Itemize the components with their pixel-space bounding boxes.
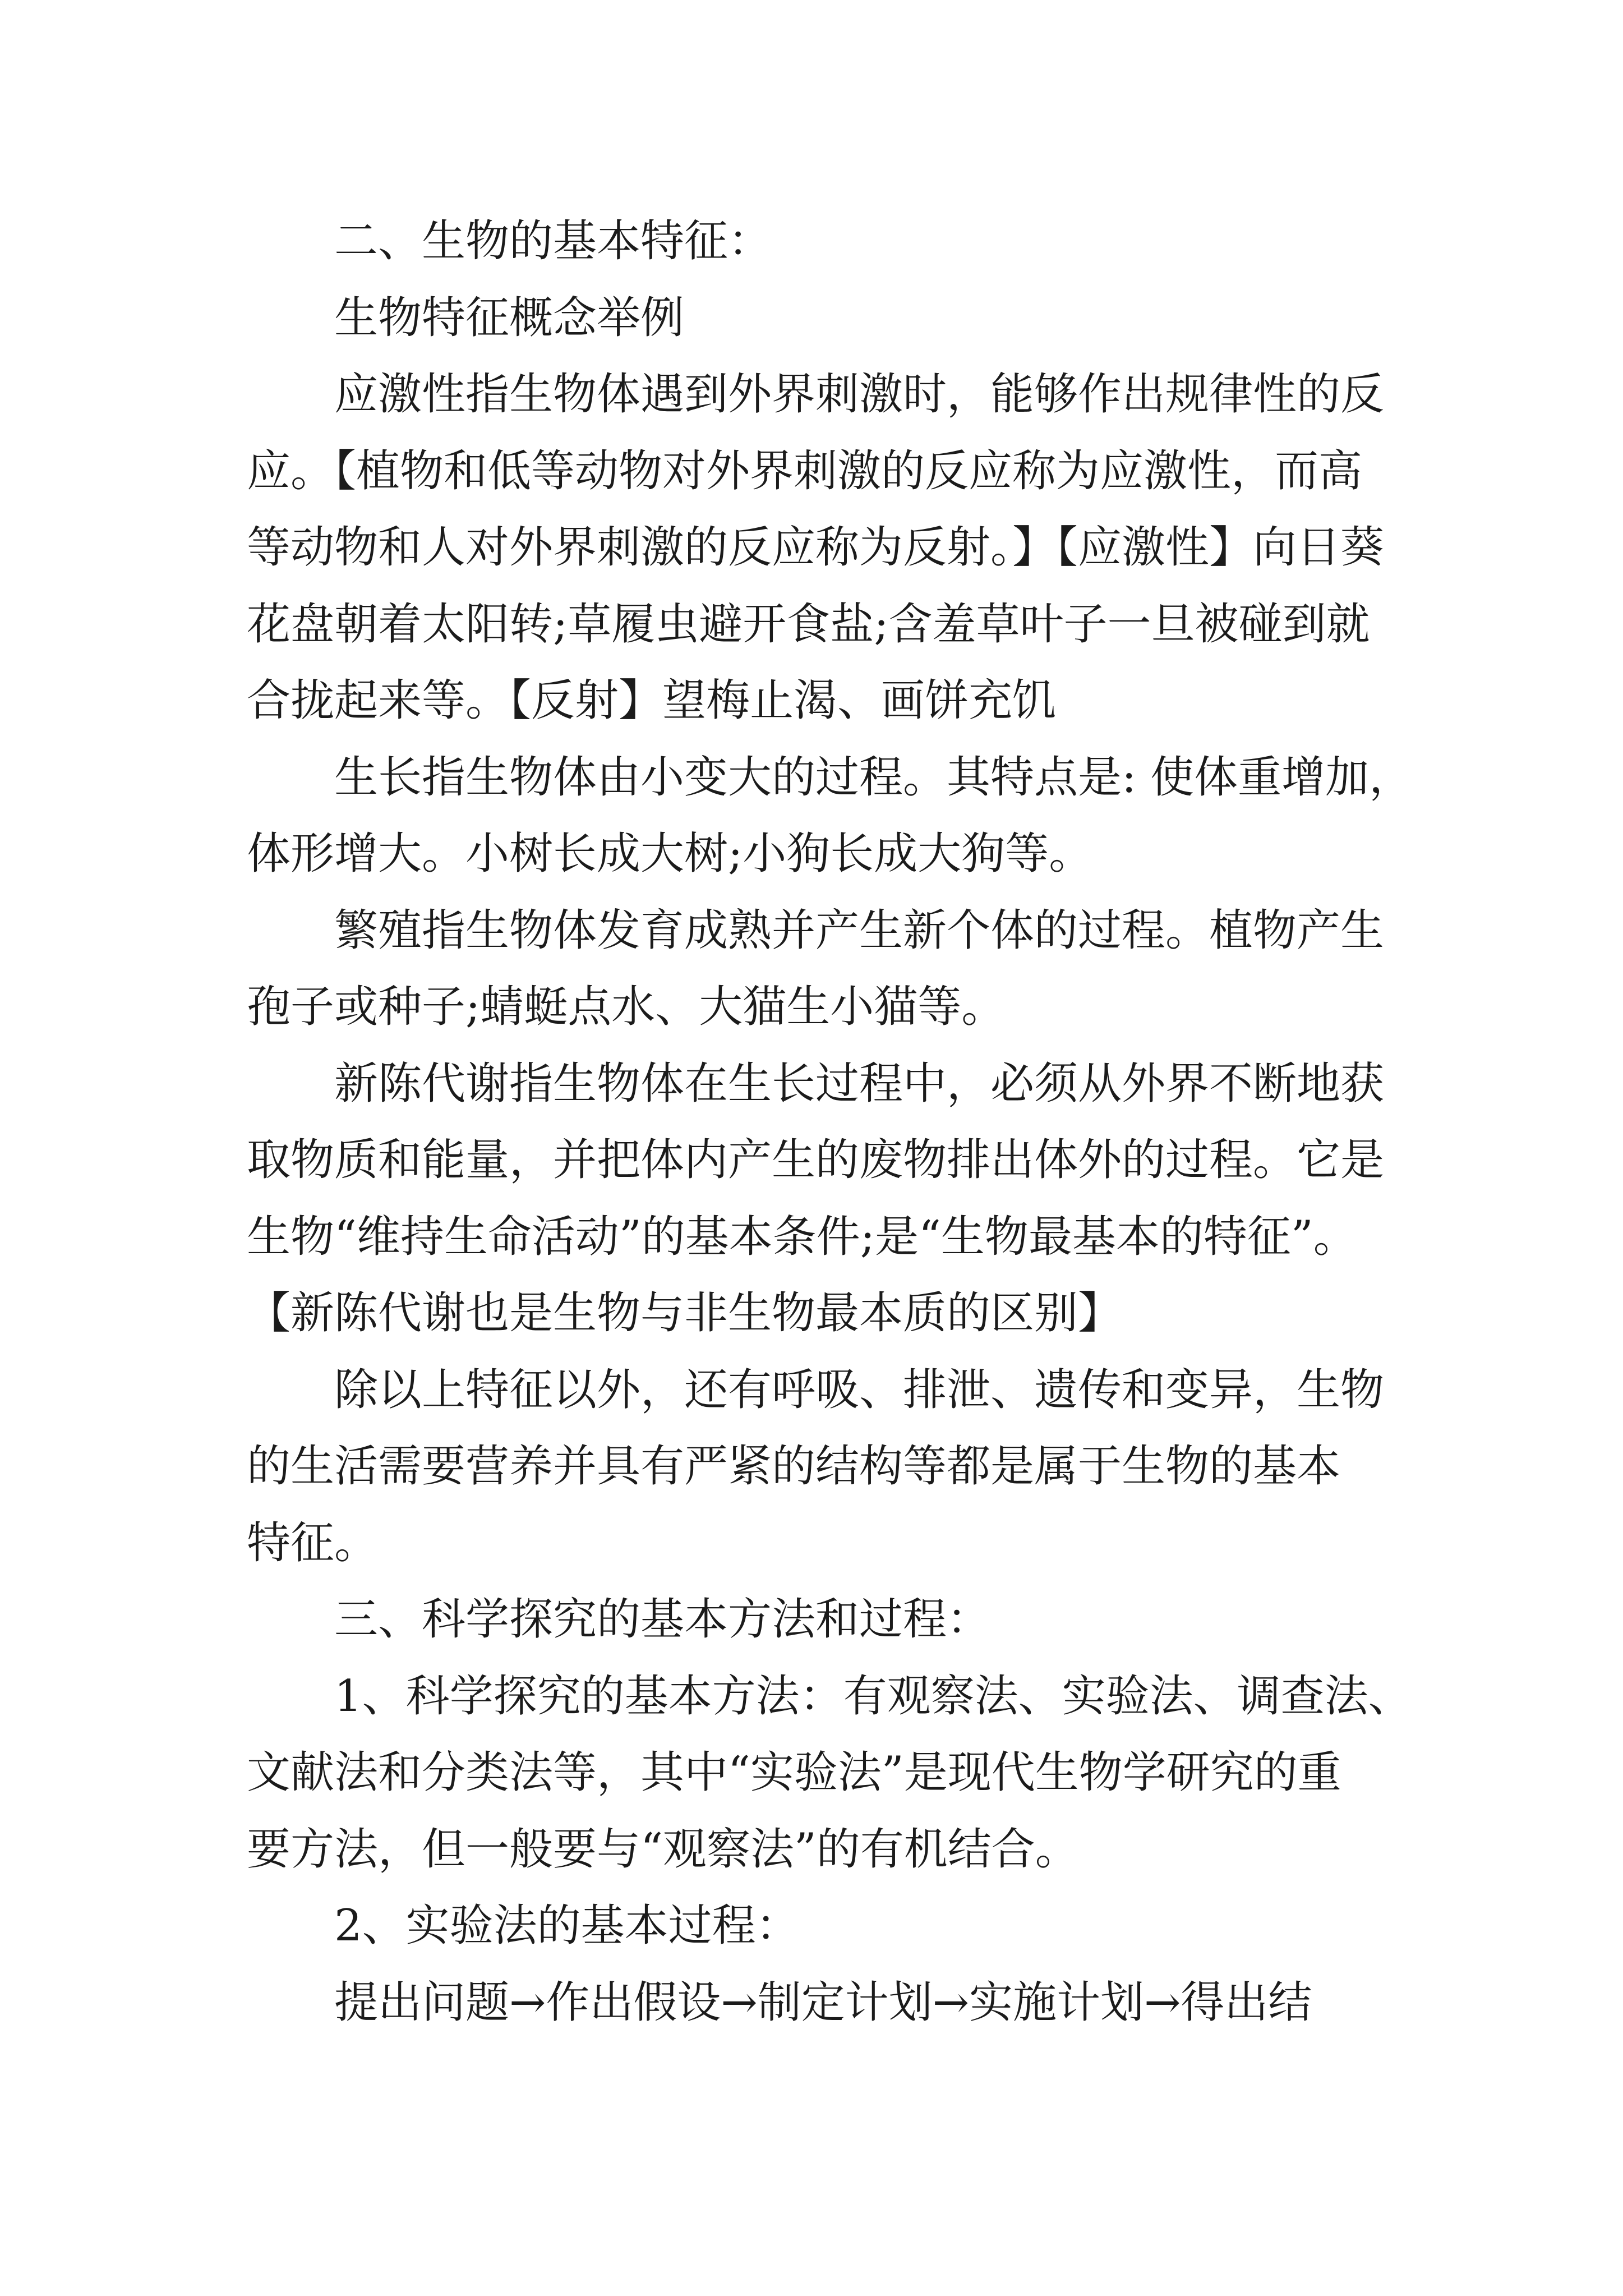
text-line: 新陈代谢指生物体在生长过程中，必须从外界不断地获: [334, 1058, 1385, 1109]
text-line: 提出问题→作出假设→制定计划→实施计划→得出结: [334, 1977, 1312, 2028]
text-line: 应激性指生物体遇到外界刺激时，能够作出规律性的反: [334, 369, 1385, 420]
text-line: 要方法，但一般要与“观察法”的有机结合。: [247, 1824, 1079, 1875]
text-line: 生物特征概念举例: [334, 292, 685, 343]
text-line: 生物“维持生命活动”的基本条件;是“生物最基本的特征”。: [247, 1211, 1357, 1262]
text-line: 除以上特征以外，还有呼吸、排泄、遗传和变异，生物: [334, 1364, 1385, 1415]
text-line: 二、生物的基本特征：: [334, 216, 772, 266]
text-line: 【新陈代谢也是生物与非生物最本质的区别】: [247, 1288, 1122, 1338]
paragraph-inquiry-methods: [247, 1658, 1537, 1888]
text-line: 的生活需要营养并具有严紧的结构等都是属于生物的基本: [247, 1441, 1341, 1492]
text-line: 取物质和能量，并把体内产生的废物排出体外的过程。它是: [247, 1135, 1385, 1185]
text-line: 花盘朝着太阳转;草履虫避开食盐;含羞草叶子一旦被碰到就: [247, 599, 1370, 650]
text-line: 等动物和人对外界刺激的反应称为反射。】【应激性】向日葵: [247, 522, 1385, 573]
paragraph-experiment-process-heading: [247, 1888, 1537, 1964]
text-line: 体形增大。小树长成大树;小狗长成大狗等。: [247, 829, 1093, 879]
text-line: 文献法和分类法等，其中“实验法”是现代生物学研究的重: [247, 1747, 1341, 1798]
text-line: 繁殖指生物体发育成熟并产生新个体的过程。植物产生: [334, 905, 1385, 956]
text-line: 2、实验法的基本过程：: [334, 1901, 800, 1951]
text-line: 1、科学探究的基本方法：有观察法、实验法、调查法、: [334, 1671, 1412, 1722]
text-line: 应。【植物和低等动物对外界刺激的反应称为应激性，而高: [247, 445, 1363, 496]
paragraph-growth: [247, 739, 1537, 892]
section-heading-scientific-inquiry: [247, 1581, 1537, 1658]
paragraph-irritability: [247, 356, 1537, 739]
text-line: 孢子或种子;蜻蜓点水、大猫生小猫等。: [247, 982, 1006, 1032]
section-heading-basic-characteristics: [247, 203, 1537, 280]
paragraph-metabolism: [247, 1046, 1537, 1352]
text-line: 三、科学探究的基本方法和过程：: [334, 1594, 991, 1645]
paragraph-other-characteristics: [247, 1352, 1537, 1582]
text-line: 特征。: [247, 1517, 379, 1568]
text-line: 生长指生物体由小变大的过程。其特点是: 使体重增加，: [334, 752, 1413, 803]
text-line: 合拢起来等。【反射】望梅止渴、画饼充饥: [247, 675, 1057, 726]
paragraph-experiment-steps: [247, 1964, 1537, 2041]
subheading-characteristics-examples: [247, 280, 1537, 357]
document-body: [247, 203, 1537, 2041]
paragraph-reproduction: [247, 892, 1537, 1046]
